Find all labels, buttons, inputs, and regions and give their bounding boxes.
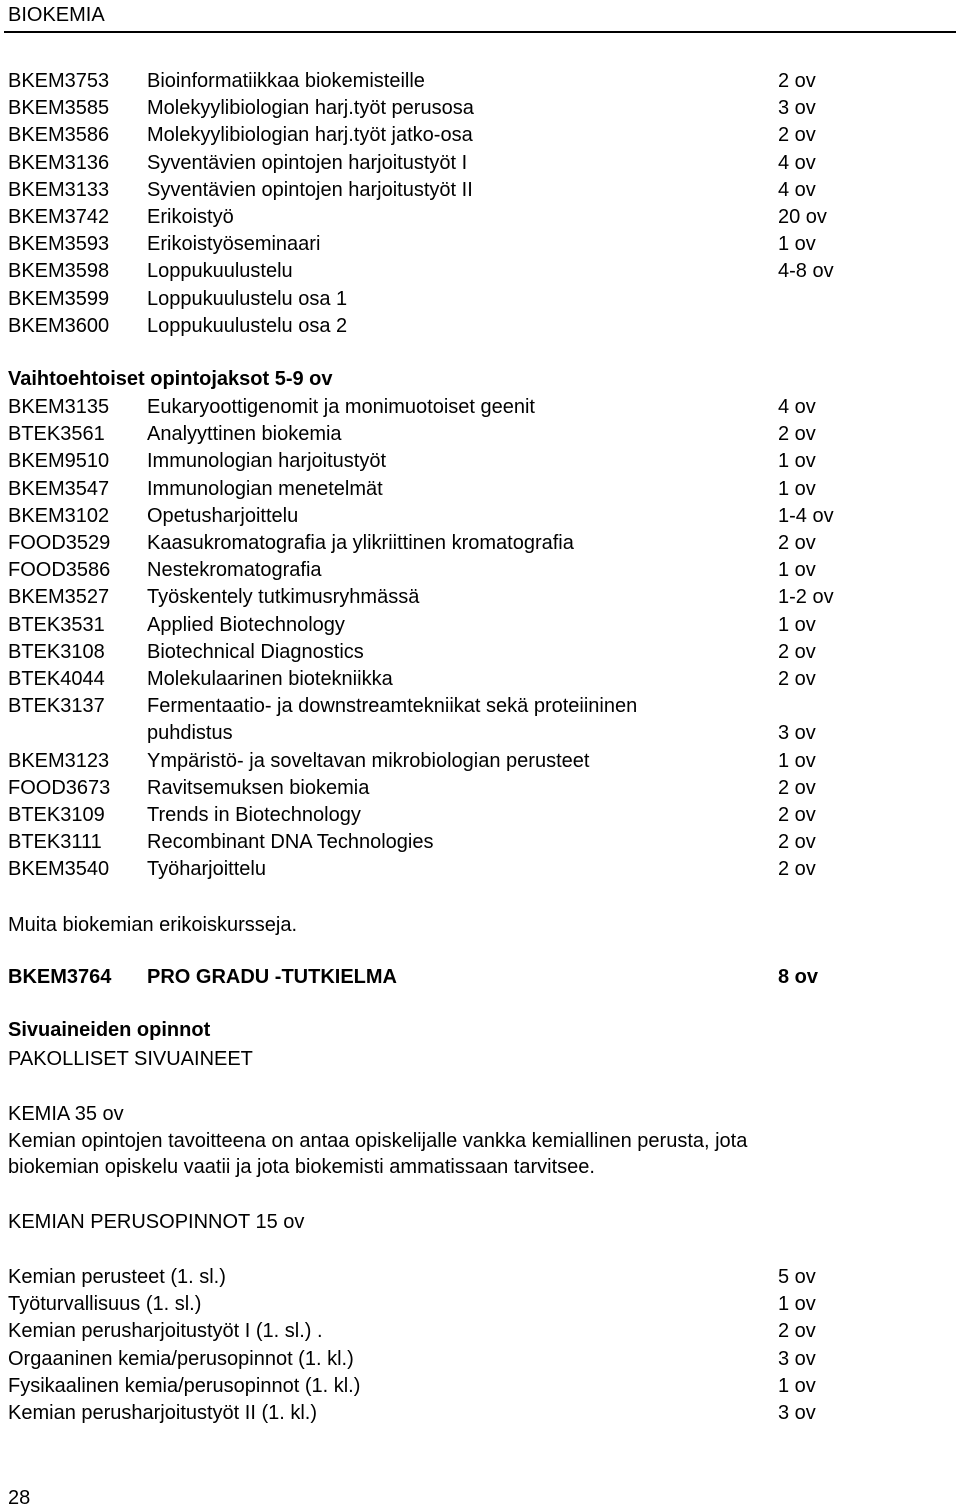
- course-credits: 2 ov: [778, 1320, 816, 1343]
- course-credits: 2 ov: [778, 831, 816, 854]
- course-name: Syventävien opintojen harjoitustyöt II: [147, 178, 473, 201]
- course-credits: 1 ov: [778, 749, 816, 772]
- course-name: Bioinformatiikkaa biokemisteille: [147, 70, 425, 92]
- course-credits: 4-8 ov: [778, 260, 834, 283]
- course-code: FOOD3529: [8, 532, 111, 554]
- course-credits: 1 ov: [778, 1374, 816, 1397]
- course-code: BKEM3102: [8, 504, 110, 527]
- elective-heading: Vaihtoehtoiset opintojaksot 5-9 ov: [8, 368, 333, 390]
- course-code: BTEK3109: [8, 804, 105, 826]
- course-credits: 3 ov: [778, 1402, 816, 1424]
- course-credits: 2 ov: [778, 124, 816, 147]
- course-code: BKEM3585: [8, 97, 110, 120]
- course-code: BKEM3742: [8, 206, 110, 228]
- course-credits: 20 ov: [778, 206, 827, 228]
- course-credits: 1-2 ov: [778, 586, 834, 609]
- course-code: BTEK3561: [8, 423, 105, 446]
- course-code: BKEM3135: [8, 396, 110, 418]
- course-code: BKEM3593: [8, 233, 110, 256]
- course-credits: 1 ov: [778, 477, 816, 500]
- course-code: FOOD3586: [8, 559, 111, 582]
- course-code: BKEM3600: [8, 314, 110, 337]
- course-credits: 4 ov: [778, 151, 816, 174]
- course-credits: 2 ov: [778, 70, 816, 92]
- course-name: Molekulaarinen biotekniikka: [147, 668, 393, 690]
- course-code: BTEK3111: [8, 831, 102, 854]
- course-name: Applied Biotechnology: [147, 613, 345, 636]
- course-name: puhdistus: [147, 722, 233, 745]
- course-name: Erikoistyöseminaari: [147, 233, 321, 256]
- course-code: BTEK4044: [8, 668, 105, 690]
- course-code: BKEM3527: [8, 586, 110, 609]
- course-credits: 5 ov: [778, 1266, 816, 1288]
- course-name: Recombinant DNA Technologies: [147, 831, 434, 854]
- course-code: BKEM3123: [8, 749, 110, 772]
- course-name: Työturvallisuus (1. sl.): [8, 1293, 202, 1316]
- course-name: Immunologian harjoitustyöt: [147, 450, 387, 473]
- header-divider: [4, 31, 956, 33]
- course-code: BKEM9510: [8, 450, 110, 473]
- course-credits: 3 ov: [778, 1347, 816, 1370]
- course-name: Eukaryoottigenomit ja monimuotoiset geenit: [147, 396, 535, 418]
- thesis-name: PRO GRADU -TUTKIELMA: [147, 966, 397, 988]
- course-credits: 2 ov: [778, 640, 816, 663]
- course-name: Immunologian menetelmät: [147, 477, 383, 500]
- course-name: Ravitsemuksen biokemia: [147, 776, 370, 799]
- course-credits: 4 ov: [778, 178, 816, 201]
- course-credits: 1 ov: [778, 233, 816, 256]
- page-number: 28: [8, 1487, 31, 1509]
- course-credits: 1-4 ov: [778, 504, 834, 527]
- course-credits: 3 ov: [778, 722, 816, 745]
- other-courses-note: Muita biokemian erikoiskursseja.: [8, 914, 298, 936]
- course-code: BTEK3108: [8, 640, 105, 663]
- course-name: Syventävien opintojen harjoitustyöt I: [147, 151, 468, 174]
- course-credits: 1 ov: [778, 613, 816, 636]
- minor-studies-heading: Sivuaineiden opinnot: [8, 1019, 211, 1041]
- course-credits: 2 ov: [778, 804, 816, 826]
- minor-studies-subheading: PAKOLLISET SIVUAINEET: [8, 1048, 253, 1070]
- course-credits: 2 ov: [778, 776, 816, 799]
- course-name: Kemian perusteet (1. sl.): [8, 1266, 226, 1288]
- course-credits: 4 ov: [778, 396, 816, 418]
- course-name: Työskentely tutkimusryhmässä: [147, 586, 420, 609]
- course-code: FOOD3673: [8, 776, 111, 799]
- course-credits: 2 ov: [778, 423, 816, 446]
- course-name: Opetusharjoittelu: [147, 504, 299, 527]
- course-code: BTEK3531: [8, 613, 105, 636]
- course-name: Fysikaalinen kemia/perusopinnot (1. kl.): [8, 1374, 361, 1397]
- course-credits: 2 ov: [778, 668, 816, 690]
- course-credits: 1 ov: [778, 1293, 816, 1316]
- course-name: Loppukuulustelu osa 1: [147, 287, 348, 310]
- basic-studies-heading: KEMIAN PERUSOPINNOT 15 ov: [8, 1211, 305, 1233]
- course-name: Työharjoittelu: [147, 858, 266, 881]
- course-credits: 2 ov: [778, 858, 816, 881]
- course-credits: 2 ov: [778, 532, 816, 554]
- course-name: Nestekromatografia: [147, 559, 322, 582]
- course-name: Molekyylibiologian harj.työt perusosa: [147, 97, 474, 120]
- course-name: Fermentaatio- ja downstreamtekniikat sekä proteiininen: [147, 695, 638, 718]
- course-name: Analyyttinen biokemia: [147, 423, 342, 446]
- course-credits: 3 ov: [778, 97, 816, 120]
- course-code: BKEM3133: [8, 178, 110, 201]
- course-name: Kemian perusharjoitustyöt II (1. kl.): [8, 1402, 318, 1424]
- course-code: BKEM3599: [8, 287, 110, 310]
- course-name: Erikoistyö: [147, 206, 234, 228]
- course-name: Kemian perusharjoitustyöt I (1. sl.) .: [8, 1320, 323, 1343]
- course-name: Ympäristö- ja soveltavan mikrobiologian perusteet: [147, 749, 590, 772]
- course-code: BKEM3598: [8, 260, 110, 283]
- course-name: Loppukuulustelu osa 2: [147, 314, 348, 337]
- course-code: BKEM3547: [8, 477, 110, 500]
- course-code: BKEM3136: [8, 151, 110, 174]
- course-name: Molekyylibiologian harj.työt jatko-osa: [147, 124, 473, 147]
- course-name: Kaasukromatografia ja ylikriittinen kromatografia: [147, 532, 574, 554]
- course-code: BTEK3137: [8, 695, 105, 718]
- course-credits: 1 ov: [778, 559, 816, 582]
- course-credits: 1 ov: [778, 450, 816, 473]
- kemia-heading: KEMIA 35 ov: [8, 1103, 124, 1125]
- thesis-credits: 8 ov: [778, 966, 819, 988]
- course-name: Biotechnical Diagnostics: [147, 640, 364, 663]
- course-name: Trends in Biotechnology: [147, 804, 361, 826]
- course-name: Orgaaninen kemia/perusopinnot (1. kl.): [8, 1347, 354, 1370]
- course-name: Loppukuulustelu: [147, 260, 293, 283]
- kemia-description-line1: Kemian opintojen tavoitteena on antaa opiskelijalle vankka kemiallinen perusta, jota: [8, 1130, 748, 1152]
- thesis-code: BKEM3764: [8, 966, 112, 988]
- course-code: BKEM3586: [8, 124, 110, 147]
- course-code: BKEM3540: [8, 858, 110, 881]
- course-code: BKEM3753: [8, 70, 110, 92]
- page-header-title: BIOKEMIA: [8, 4, 105, 26]
- kemia-description-line2: biokemian opiskelu vaatii ja jota biokemisti ammatissaan tarvitsee.: [8, 1156, 595, 1178]
